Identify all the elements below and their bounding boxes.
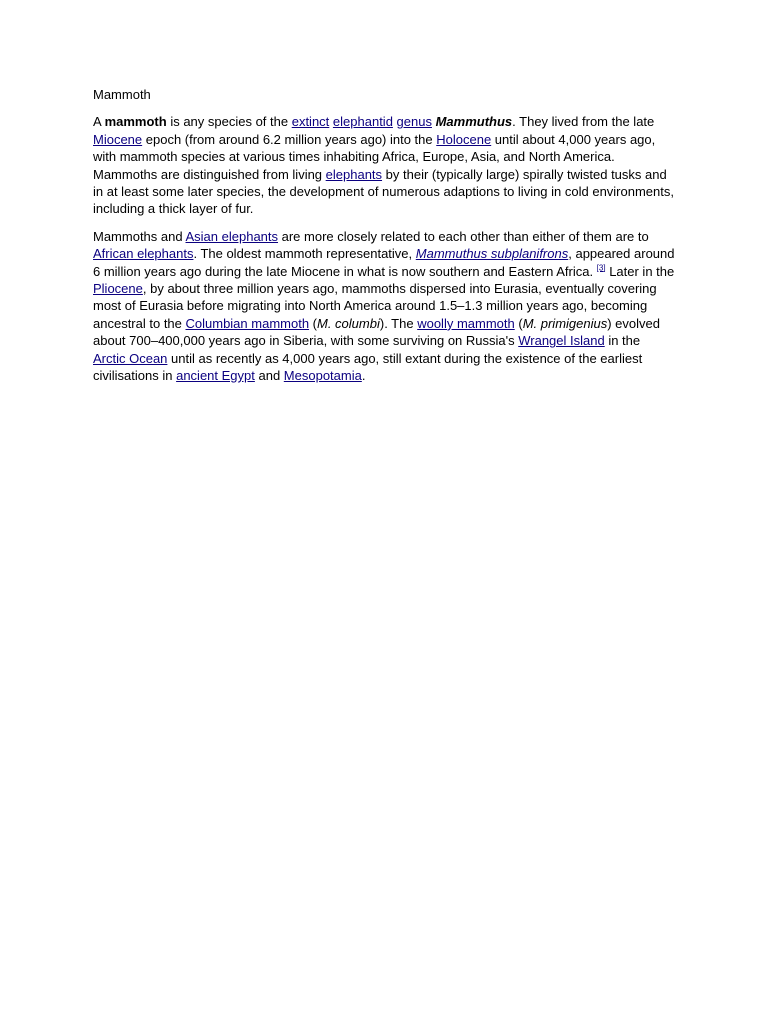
link-miocene[interactable]: Miocene [93, 131, 143, 147]
link-columbian-mammoth[interactable]: Columbian mammoth [185, 315, 310, 331]
text-span: . [361, 368, 366, 384]
text-span: . The oldest mammoth representative, [193, 246, 416, 262]
text-span: until about 4,000 years ago, with mammoth species at various times inhabiting Africa, Europe, Asia, and North America. Mammoths are distinguished from living [93, 131, 656, 182]
link-arctic-ocean[interactable]: Arctic Ocean [93, 350, 168, 366]
text-span: by their (typically large) spirally twisted tusks and in at least some later species, the development of numerous adaptions to living in cold environments, including a thick layer of fur. [93, 166, 674, 217]
italic-subplanifrons: Mammuthus subplanifrons [415, 246, 569, 262]
text-span: is any species of the [166, 114, 292, 130]
link-mammuthus-subplanifrons[interactable] [416, 246, 568, 261]
italic-m-columbi: M. columbi [317, 315, 380, 331]
text-span: , appeared around 6 million years ago during the late Miocene in what is now southern and Eastern Africa. [93, 246, 675, 279]
bold-term-mammoth: mammoth [104, 114, 167, 130]
page-title: Mammoth [93, 87, 151, 102]
link-asian-elephants[interactable]: Asian elephants [185, 228, 279, 244]
link-mesopotamia[interactable]: Mesopotamia [283, 368, 362, 384]
bold-italic-mammuthus [436, 114, 513, 129]
document-page [93, 86, 675, 395]
italic-mammuthus: Mammuthus [435, 114, 513, 130]
paragraph-evolution [93, 228, 675, 385]
text-span: Later in the [605, 263, 675, 279]
text-span: until as recently as 4,000 years ago, still extant during the existence of the earliest civilisations in [93, 350, 643, 384]
text-span: epoch (from around 6.2 million years ago) into the [142, 131, 437, 147]
citation-ref[interactable]: [3] [596, 263, 606, 273]
text-span: , by about three million years ago, mammoths dispersed into Eurasia, eventually covering most of Eurasia before migrating into North America around 1.5–1.3 million years ago, becoming ancestral to the [93, 281, 657, 331]
link-african-elephants[interactable]: African elephants [93, 246, 194, 262]
link-ancient-egypt[interactable]: ancient Egypt [176, 368, 255, 384]
paragraph-intro [93, 113, 675, 217]
text-span: ) evolved about 700–400,000 years ago in Siberia, with some surviving on Russia's [93, 315, 660, 349]
link-extinct[interactable]: extinct [291, 114, 330, 130]
text-span: Mammoths and [93, 228, 186, 244]
text-span: ( [309, 315, 317, 331]
link-holocene[interactable]: Holocene [436, 131, 492, 147]
text-span: ( [514, 315, 523, 331]
text-span: in the [604, 333, 641, 349]
link-elephants[interactable]: elephants [325, 166, 383, 182]
link-woolly-mammoth[interactable]: woolly mammoth [417, 315, 515, 331]
text-span: and [254, 368, 284, 384]
text-span: A [93, 114, 105, 130]
link-elephantid[interactable]: elephantid [332, 114, 393, 130]
link-genus[interactable]: genus [396, 114, 432, 130]
link-pliocene[interactable]: Pliocene [93, 281, 143, 297]
text-span: . They lived from the late [512, 114, 655, 130]
italic-m-primigenius: M. primigenius [522, 315, 608, 331]
link-wrangel-island[interactable]: Wrangel Island [518, 333, 605, 349]
text-span: ). The [379, 315, 418, 331]
text-span: are more closely related to each other than either of them are to [278, 228, 649, 244]
